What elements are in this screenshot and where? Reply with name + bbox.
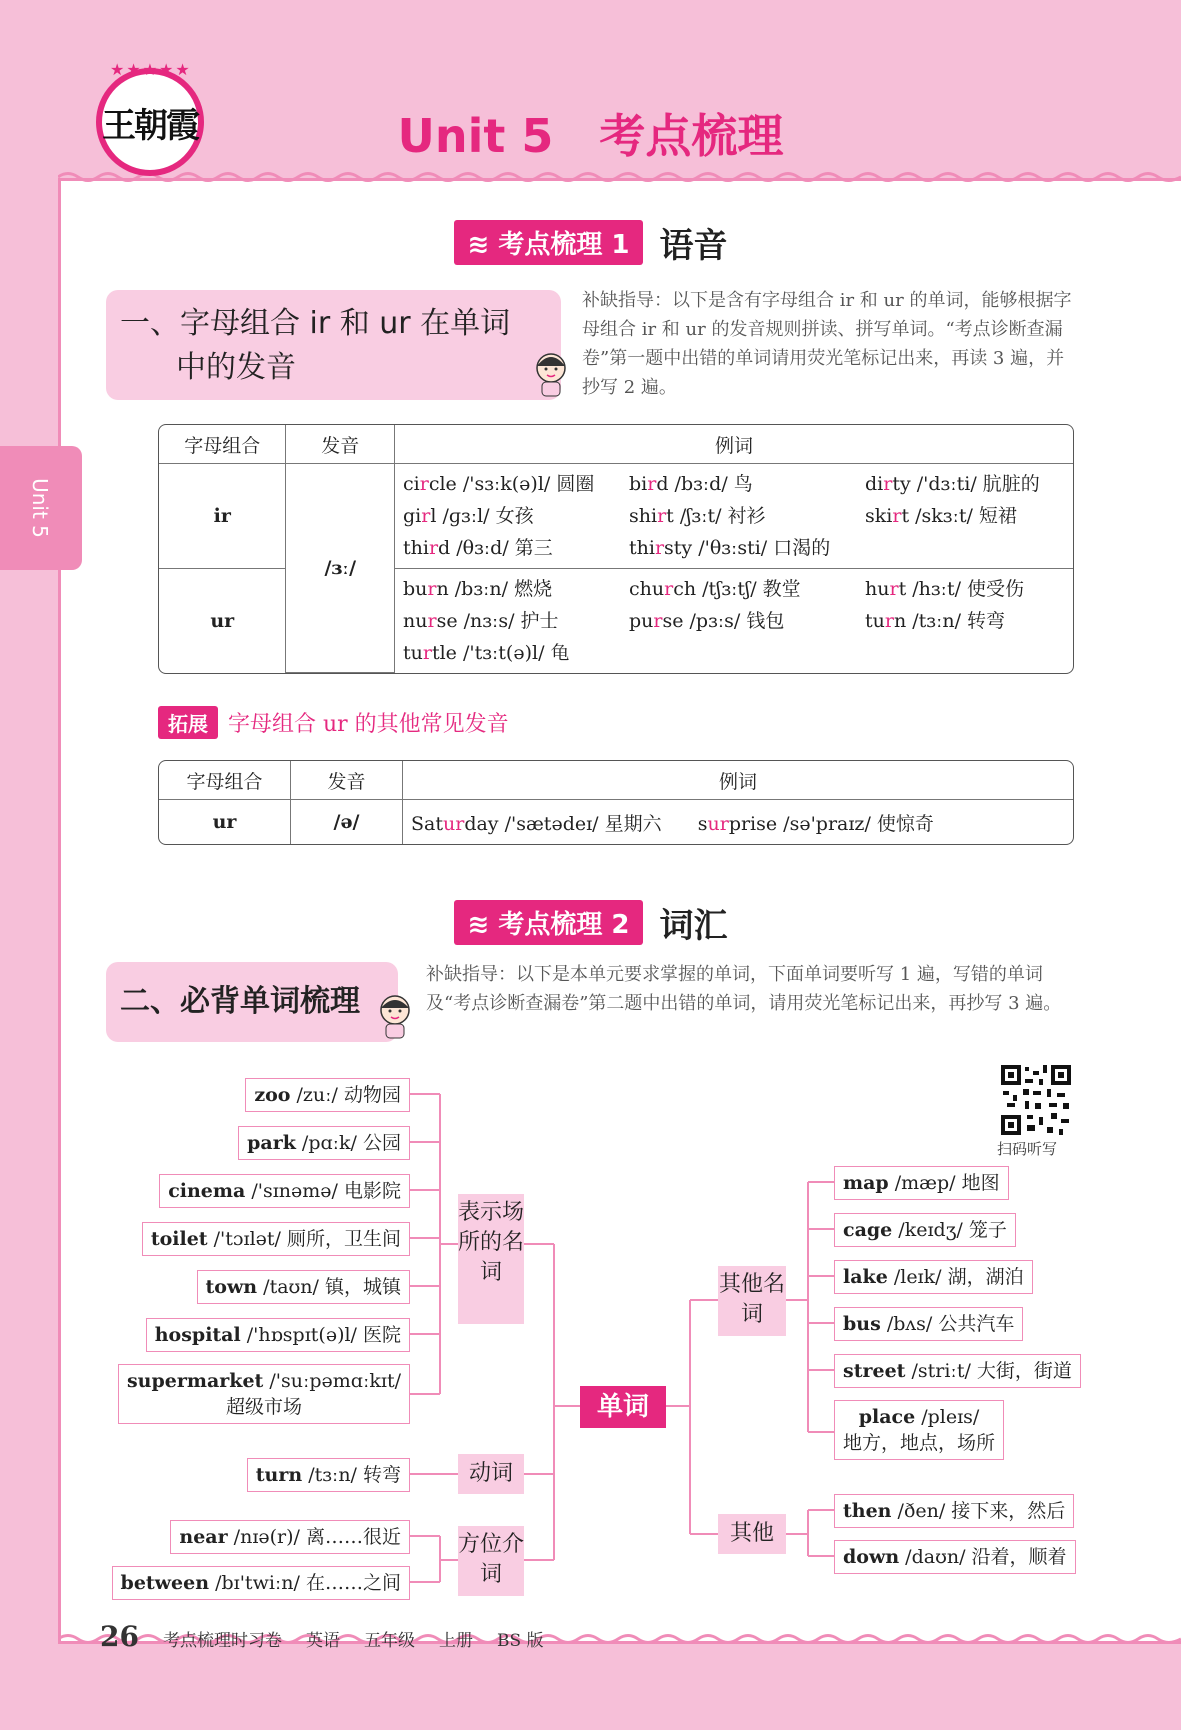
example-word: girl /ɡɜːl/ 女孩 [403, 505, 534, 527]
topic-title-line2: 中的发音 [176, 350, 296, 385]
section1-badge: ≋ 考点梳理 1 [454, 220, 644, 265]
section2-topic-box: 二、必背单词梳理 [106, 962, 398, 1042]
extension-tag: 拓展 [158, 706, 218, 739]
vocab-word: cage /keɪdʒ/ 笼子 [834, 1213, 1016, 1247]
section2-badge: ≋ 考点梳理 2 [454, 900, 644, 945]
th-examples: 例词 [395, 425, 1073, 464]
vocab-word: then /ðen/ 接下来，然后 [834, 1494, 1074, 1528]
example-word: thirsty /'θɜːsti/ 口渴的 [629, 537, 831, 559]
cell-ir: ir [159, 464, 286, 569]
vocab-word: lake /leɪk/ 湖，湖泊 [834, 1260, 1033, 1294]
vocab-word: between /bɪ'twiːn/ 在……之间 [112, 1566, 410, 1600]
ext-word-saturday: Saturday /'sætədeɪ/ 星期六 [411, 812, 662, 835]
section2-guide: 补缺指导：以下是本单元要求掌握的单词，下面单词要听写 1 遍，写错的单词及“考点诊断查漏卷”第二题中出错的单词，请用荧光笔标记出来，再抄写 3 遍。 [426, 964, 1062, 1014]
vocab-word: toilet /'tɔɪlət/ 厕所，卫生间 [142, 1222, 410, 1256]
qr-label: 扫码听写 [997, 1140, 1058, 1158]
example-word: burn /bɜːn/ 燃烧 [403, 578, 553, 600]
vocab-word: map /mæp/ 地图 [834, 1166, 1009, 1200]
page-title: Unit 5 考点梳理 [397, 109, 784, 163]
example-word: turn /tɜːn/ 转弯 [865, 610, 1006, 632]
example-word: shirt /ʃɜːt/ 衬衫 [629, 505, 766, 527]
footer-book: 考点梳理时习卷 [162, 1631, 282, 1651]
example-word: bird /bɜːd/ 鸟 [629, 473, 753, 495]
category-prep: 方位介词 [458, 1526, 524, 1596]
th-letters: 字母组合 [159, 425, 286, 464]
cell-ur: ur [159, 800, 291, 844]
section2-name: 词汇 [659, 906, 728, 946]
footer-edition: BS 版 [496, 1631, 544, 1651]
category-other-nouns: 其他名词 [718, 1266, 786, 1336]
cell-ur: ur [159, 569, 286, 673]
side-tab-label: Unit 5 [28, 478, 52, 538]
vocab-word: turn /tɜːn/ 转弯 [247, 1458, 410, 1492]
th-sound: 发音 [286, 425, 395, 464]
footer [100, 1620, 544, 1653]
category-other: 其他 [718, 1514, 786, 1554]
vocab-word: supermarket /'suːpəmɑːkɪt/ 超级市场 [118, 1364, 410, 1424]
example-word: purse /pɜːs/ 钱包 [629, 610, 785, 632]
example-word: skirt /skɜːt/ 短裙 [865, 505, 1017, 527]
logo-text: 王朝霞 [102, 105, 198, 146]
mindmap-center: 单词 [580, 1386, 666, 1428]
example-word: circle /'sɜːk(ə)l/ 圆圈 [403, 473, 595, 495]
example-word: church /tʃɜːtʃ/ 教堂 [629, 578, 801, 600]
topic-title-line1: 一、字母组合 ir 和 ur 在单词 [120, 306, 511, 341]
footer-subject: 英语 [305, 1631, 340, 1651]
footer-term: 上册 [438, 1631, 473, 1651]
section1-name: 语音 [659, 226, 728, 266]
vocab-word: hospital /'hɒspɪt(ə)l/ 医院 [146, 1318, 410, 1352]
footer-grade: 五年级 [363, 1631, 415, 1651]
vocab-word: park /pɑːk/ 公园 [238, 1126, 410, 1160]
th-sound: 发音 [291, 761, 403, 800]
th-letters: 字母组合 [159, 761, 291, 800]
vocab-word: place /pleɪs/ 地方，地点，场所 [834, 1400, 1004, 1460]
vocab-word: cinema /'sɪnəmə/ 电影院 [159, 1174, 410, 1208]
example-word: third /θɜːd/ 第三 [403, 537, 553, 559]
vocab-word: street /striːt/ 大街，街道 [834, 1354, 1081, 1388]
category-places: 表示场所的名词 [458, 1194, 524, 1324]
vocab-word: town /taʊn/ 镇，城镇 [197, 1270, 411, 1304]
vocab-word: down /daʊn/ 沿着，顺着 [834, 1540, 1076, 1574]
star-icon: ★★★★★ [110, 60, 192, 79]
example-word: nurse /nɜːs/ 护士 [403, 610, 559, 632]
cell-sound: /ə/ [291, 800, 403, 844]
example-word: turtle /'tɜːt(ə)l/ 龟 [403, 642, 570, 664]
section1-guide: 补缺指导：以下是含有字母组合 ir 和 ur 的单词，能够根据字母组合 ir 和 ur 的发音规则拼读、拼写单词。“考点诊断查漏卷”第一题中出错的单词请用荧光笔标记出来，再读 3 遍，并抄写 2 遍。 [582, 290, 1072, 398]
extension-text: 字母组合 ur 的其他常见发音 [228, 712, 509, 737]
cell-sound: /ɜː/ [286, 464, 395, 673]
example-word: hurt /hɜːt/ 使受伤 [865, 578, 1025, 600]
ext-word-surprise: surprise /sə'praɪz/ 使惊奇 [697, 812, 934, 835]
category-verb: 动词 [458, 1454, 524, 1494]
example-word: dirty /'dɜːti/ 肮脏的 [865, 473, 1040, 495]
th-examples: 例词 [403, 761, 1073, 800]
vocab-word: zoo /zuː/ 动物园 [245, 1078, 410, 1112]
vocab-word: near /nɪə(r)/ 离……很近 [170, 1520, 410, 1554]
vocab-word: bus /bʌs/ 公共汽车 [834, 1307, 1023, 1341]
page-number: 26 [100, 1620, 139, 1653]
